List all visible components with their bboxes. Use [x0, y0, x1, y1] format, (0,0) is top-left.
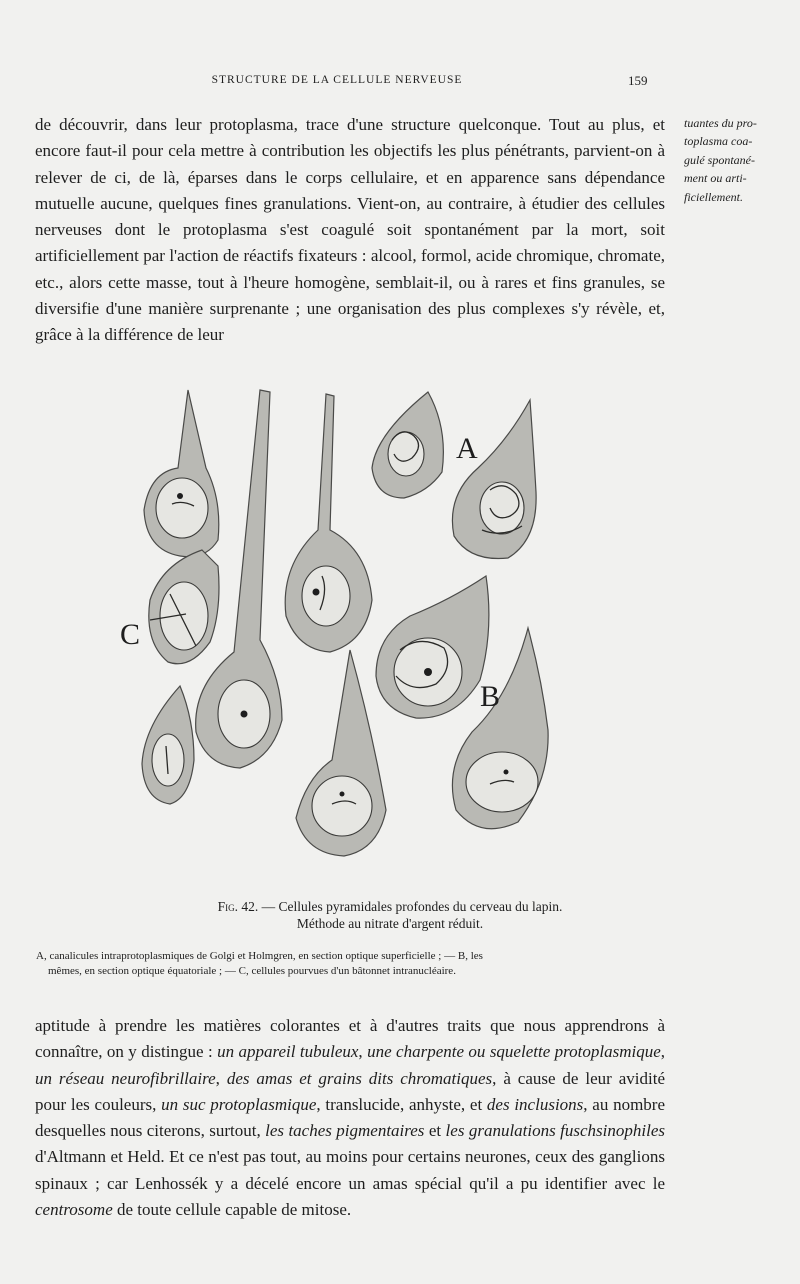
- nucleolus: [504, 770, 509, 775]
- caption-line1: — Cellules pyramidales profondes du cerveau du lapin.: [258, 899, 563, 914]
- legend-line1: A, canalicules intraprotoplasmiques de Golgi et Holmgren, en section optique superficielle ; — B, les: [36, 950, 483, 962]
- bottom-paragraph: [35, 1013, 665, 1223]
- figure-legend: [36, 949, 666, 979]
- bottom-paragraph-text: [35, 1013, 665, 1223]
- legend-line2: mêmes, en section optique équatoriale ; — C, cellules pourvues d'un bâtonnet intranucléaire.: [48, 965, 456, 977]
- text-run: , au nombre desquelles nous citerons, surtout,: [35, 1094, 666, 1141]
- pyramidal-cells-figure: [110, 380, 590, 880]
- margin-note: [684, 114, 796, 206]
- page-number: 159: [628, 73, 648, 88]
- italic-term: centrosome: [35, 1200, 113, 1220]
- text-run: ,: [215, 1068, 227, 1088]
- text-run: , à cause de leur avidité pour les couleurs,: [35, 1068, 665, 1114]
- nucleolus: [177, 493, 183, 499]
- nucleus: [466, 752, 538, 812]
- nucleolus: [424, 668, 432, 676]
- nucleus: [156, 478, 208, 538]
- nucleolus: [241, 711, 248, 718]
- top-paragraph: [35, 112, 665, 349]
- nucleolus: [340, 792, 345, 797]
- nucleus: [160, 582, 208, 650]
- text-run: de toute cellule capable de mitose.: [112, 1200, 352, 1220]
- figure-caption: [100, 898, 680, 932]
- margin-note-line: ment ou arti-: [684, 171, 747, 186]
- italic-term: des amas et grains dits chromatiques: [226, 1068, 493, 1088]
- top-paragraph-text: de découvrir, dans leur protoplasma, trace d'une structure quelconque. Tout au plus, et encore faut-il pour cela mettre à contribution les objectifs les plus pénétrants, parvient-on à relever de ci, de là, éparses dans le corps cellulaire, et en apparence sans dépendance mutuelle aucune, quelques fines granulations. Vient-on, au contraire, à étudier des cellules nerveuses dont le protoplasma s'est coagulé soit spontanément par la mort, soit artificiellement par l'action de réactifs fixateurs : alcool, formol, acide chromique, chromate, etc., alors cette masse, tout à l'heure homogène, semblait-il, ou à rares et fins granules, se diversifie d'une manière surprenante ; une organisation des plus complexes s'y révèle, et, grâce à la différence de leur: [35, 115, 665, 345]
- italic-term: une charpente ou squelette protoplasmique: [367, 1042, 661, 1062]
- running-header: STRUCTURE DE LA CELLULE NERVEUSE: [211, 74, 463, 86]
- figure-label-b: B: [480, 680, 501, 713]
- text-run: aptitude à prendre les matières colorantes et à d'autres traits que nous apprendrons à connaître, on y distingue :: [35, 1016, 665, 1062]
- figure-number: Fig. 42.: [217, 899, 259, 914]
- text-run: et: [424, 1121, 446, 1141]
- text-run: ,: [358, 1042, 368, 1062]
- margin-note-line: gulé spontané-: [684, 152, 755, 167]
- nucleolus: [313, 589, 320, 596]
- italic-term: les granulations fuschsinophiles: [445, 1121, 665, 1141]
- nucleus: [302, 566, 350, 626]
- text-run: , translucide, anhyste, et: [316, 1094, 487, 1114]
- figure-label-a: A: [456, 432, 478, 465]
- italic-term: les taches pigmentaires: [265, 1121, 425, 1141]
- nucleus: [152, 734, 184, 786]
- margin-note-line: ficiellement.: [684, 189, 743, 204]
- text-run: d'Altmann et Held. Et ce n'est pas tout, au moins pour certains neurones, ceux des ganglions spinaux ; car Lenhossék y a décelé encore un amas spécial qu'il a pu identifier avec le: [35, 1147, 665, 1193]
- cell-right-a: [452, 400, 536, 559]
- italic-term: un appareil tubuleux: [217, 1042, 359, 1062]
- margin-note-line: toplasma coa-: [684, 134, 753, 149]
- italic-term: un suc protoplasmique: [161, 1094, 317, 1114]
- caption-line2: Méthode au nitrate d'argent réduit.: [296, 916, 484, 931]
- nucleus: [312, 776, 372, 836]
- italic-term: un réseau neurofibrillaire: [35, 1068, 216, 1088]
- text-run: ,: [660, 1042, 665, 1062]
- italic-term: des inclusions: [486, 1094, 584, 1114]
- figure-label-c: C: [120, 618, 141, 651]
- margin-note-line: tuantes du pro-: [684, 116, 757, 130]
